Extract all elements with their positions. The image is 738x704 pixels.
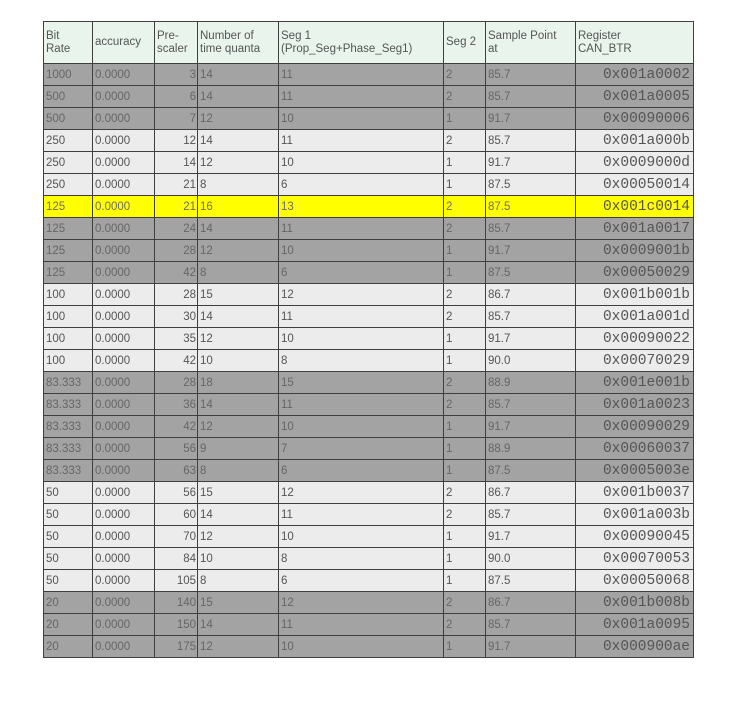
cell-seg2: 2 <box>444 306 486 328</box>
cell-sample-point: 85.7 <box>486 64 576 86</box>
cell-prescaler: 60 <box>155 504 198 526</box>
table-row <box>44 350 694 372</box>
cell-seg2: 1 <box>444 570 486 592</box>
cell-register: 0x000900ae <box>576 636 694 658</box>
cell-sample-point: 86.7 <box>486 592 576 614</box>
cell-seg2: 1 <box>444 240 486 262</box>
cell-register: 0x00050014 <box>576 174 694 196</box>
cell-accuracy: 0.0000 <box>93 548 155 570</box>
cell-time-quanta: 14 <box>198 614 279 636</box>
cell-time-quanta: 16 <box>198 196 279 218</box>
header-row <box>44 22 694 64</box>
cell-prescaler: 7 <box>155 108 198 130</box>
cell-bit-rate: 83.333 <box>44 438 93 460</box>
cell-seg1: 8 <box>279 350 444 372</box>
cell-sample-point: 87.5 <box>486 196 576 218</box>
cell-bit-rate: 125 <box>44 262 93 284</box>
table-row <box>44 86 694 108</box>
cell-bit-rate: 250 <box>44 152 93 174</box>
cell-register: 0x00050068 <box>576 570 694 592</box>
cell-register: 0x001a003b <box>576 504 694 526</box>
cell-time-quanta: 12 <box>198 152 279 174</box>
cell-sample-point: 85.7 <box>486 394 576 416</box>
cell-register: 0x001a0002 <box>576 64 694 86</box>
cell-time-quanta: 14 <box>198 130 279 152</box>
cell-accuracy: 0.0000 <box>93 152 155 174</box>
header-accuracy: accuracy <box>93 22 155 64</box>
cell-accuracy: 0.0000 <box>93 328 155 350</box>
cell-prescaler: 42 <box>155 350 198 372</box>
cell-bit-rate: 50 <box>44 548 93 570</box>
cell-time-quanta: 12 <box>198 240 279 262</box>
cell-bit-rate: 50 <box>44 526 93 548</box>
cell-sample-point: 87.5 <box>486 174 576 196</box>
cell-sample-point: 90.0 <box>486 548 576 570</box>
cell-seg2: 2 <box>444 196 486 218</box>
cell-seg2: 2 <box>444 614 486 636</box>
table-row <box>44 64 694 86</box>
cell-seg1: 10 <box>279 240 444 262</box>
cell-seg1: 6 <box>279 262 444 284</box>
table-row <box>44 570 694 592</box>
cell-register: 0x00070029 <box>576 350 694 372</box>
cell-time-quanta: 14 <box>198 218 279 240</box>
cell-time-quanta: 12 <box>198 328 279 350</box>
cell-seg2: 2 <box>444 86 486 108</box>
table-row <box>44 152 694 174</box>
cell-sample-point: 91.7 <box>486 152 576 174</box>
header-time-quanta: Number of time quanta <box>198 22 279 64</box>
cell-sample-point: 88.9 <box>486 372 576 394</box>
cell-accuracy: 0.0000 <box>93 504 155 526</box>
cell-bit-rate: 50 <box>44 570 93 592</box>
cell-accuracy: 0.0000 <box>93 394 155 416</box>
cell-bit-rate: 83.333 <box>44 372 93 394</box>
table-row <box>44 460 694 482</box>
table-row <box>44 108 694 130</box>
header-prescaler: Pre- scaler <box>155 22 198 64</box>
cell-accuracy: 0.0000 <box>93 416 155 438</box>
cell-time-quanta: 10 <box>198 350 279 372</box>
cell-accuracy: 0.0000 <box>93 108 155 130</box>
cell-accuracy: 0.0000 <box>93 460 155 482</box>
cell-accuracy: 0.0000 <box>93 482 155 504</box>
cell-seg2: 2 <box>444 592 486 614</box>
cell-register: 0x001b001b <box>576 284 694 306</box>
cell-accuracy: 0.0000 <box>93 218 155 240</box>
cell-time-quanta: 9 <box>198 438 279 460</box>
cell-seg1: 8 <box>279 548 444 570</box>
header-sample-point: Sample Point at <box>486 22 576 64</box>
cell-seg2: 1 <box>444 636 486 658</box>
cell-register: 0x001a001d <box>576 306 694 328</box>
cell-sample-point: 87.5 <box>486 570 576 592</box>
table-row <box>44 130 694 152</box>
table-row <box>44 174 694 196</box>
cell-time-quanta: 8 <box>198 460 279 482</box>
cell-prescaler: 21 <box>155 174 198 196</box>
cell-seg1: 12 <box>279 592 444 614</box>
cell-register: 0x001a0005 <box>576 86 694 108</box>
cell-seg2: 2 <box>444 218 486 240</box>
cell-register: 0x0009000d <box>576 152 694 174</box>
cell-time-quanta: 8 <box>198 262 279 284</box>
cell-seg2: 1 <box>444 548 486 570</box>
cell-time-quanta: 15 <box>198 482 279 504</box>
cell-register: 0x001a0017 <box>576 218 694 240</box>
cell-sample-point: 91.7 <box>486 108 576 130</box>
cell-sample-point: 85.7 <box>486 306 576 328</box>
cell-register: 0x001e001b <box>576 372 694 394</box>
cell-seg2: 2 <box>444 130 486 152</box>
table-row <box>44 218 694 240</box>
cell-prescaler: 84 <box>155 548 198 570</box>
cell-bit-rate: 125 <box>44 218 93 240</box>
cell-seg1: 10 <box>279 636 444 658</box>
cell-time-quanta: 8 <box>198 174 279 196</box>
cell-seg2: 2 <box>444 394 486 416</box>
cell-prescaler: 36 <box>155 394 198 416</box>
cell-prescaler: 150 <box>155 614 198 636</box>
cell-prescaler: 105 <box>155 570 198 592</box>
cell-bit-rate: 500 <box>44 86 93 108</box>
cell-seg1: 13 <box>279 196 444 218</box>
cell-seg2: 2 <box>444 284 486 306</box>
cell-seg2: 2 <box>444 504 486 526</box>
cell-prescaler: 140 <box>155 592 198 614</box>
table-row <box>44 548 694 570</box>
cell-accuracy: 0.0000 <box>93 196 155 218</box>
cell-bit-rate: 100 <box>44 328 93 350</box>
cell-prescaler: 42 <box>155 416 198 438</box>
cell-time-quanta: 14 <box>198 394 279 416</box>
table-row <box>44 262 694 284</box>
cell-seg2: 1 <box>444 328 486 350</box>
cell-sample-point: 87.5 <box>486 460 576 482</box>
header-seg1: Seg 1 (Prop_Seg+Phase_Seg1) <box>279 22 444 64</box>
cell-prescaler: 175 <box>155 636 198 658</box>
cell-prescaler: 63 <box>155 460 198 482</box>
cell-prescaler: 3 <box>155 64 198 86</box>
cell-register: 0x001a0095 <box>576 614 694 636</box>
table-row <box>44 240 694 262</box>
cell-register: 0x00090029 <box>576 416 694 438</box>
header-bit-rate: Bit Rate <box>44 22 93 64</box>
cell-time-quanta: 14 <box>198 86 279 108</box>
table-row <box>44 306 694 328</box>
cell-time-quanta: 14 <box>198 504 279 526</box>
cell-sample-point: 85.7 <box>486 86 576 108</box>
cell-time-quanta: 14 <box>198 64 279 86</box>
cell-seg1: 10 <box>279 526 444 548</box>
cell-register: 0x00090022 <box>576 328 694 350</box>
cell-seg1: 11 <box>279 614 444 636</box>
cell-sample-point: 85.7 <box>486 614 576 636</box>
cell-accuracy: 0.0000 <box>93 284 155 306</box>
cell-seg1: 6 <box>279 460 444 482</box>
cell-register: 0x001a000b <box>576 130 694 152</box>
table-row <box>44 438 694 460</box>
cell-bit-rate: 20 <box>44 614 93 636</box>
cell-sample-point: 90.0 <box>486 350 576 372</box>
cell-prescaler: 42 <box>155 262 198 284</box>
cell-time-quanta: 10 <box>198 548 279 570</box>
cell-bit-rate: 50 <box>44 482 93 504</box>
cell-seg2: 1 <box>444 174 486 196</box>
cell-register: 0x0005003e <box>576 460 694 482</box>
cell-register: 0x001c0014 <box>576 196 694 218</box>
cell-sample-point: 88.9 <box>486 438 576 460</box>
cell-prescaler: 56 <box>155 482 198 504</box>
table-row <box>44 372 694 394</box>
table-row <box>44 614 694 636</box>
cell-accuracy: 0.0000 <box>93 130 155 152</box>
cell-seg2: 1 <box>444 460 486 482</box>
cell-seg1: 6 <box>279 570 444 592</box>
cell-prescaler: 24 <box>155 218 198 240</box>
table-row <box>44 328 694 350</box>
table-body <box>44 64 694 658</box>
cell-seg2: 2 <box>444 372 486 394</box>
cell-time-quanta: 12 <box>198 108 279 130</box>
cell-prescaler: 28 <box>155 284 198 306</box>
cell-seg1: 11 <box>279 306 444 328</box>
table-row <box>44 526 694 548</box>
cell-seg1: 11 <box>279 218 444 240</box>
cell-register: 0x001b0037 <box>576 482 694 504</box>
cell-bit-rate: 125 <box>44 240 93 262</box>
cell-prescaler: 6 <box>155 86 198 108</box>
cell-bit-rate: 1000 <box>44 64 93 86</box>
table-row <box>44 636 694 658</box>
cell-register: 0x00060037 <box>576 438 694 460</box>
cell-seg1: 6 <box>279 174 444 196</box>
cell-seg2: 2 <box>444 482 486 504</box>
cell-accuracy: 0.0000 <box>93 64 155 86</box>
cell-prescaler: 28 <box>155 240 198 262</box>
cell-sample-point: 87.5 <box>486 262 576 284</box>
cell-register: 0x00070053 <box>576 548 694 570</box>
cell-prescaler: 35 <box>155 328 198 350</box>
cell-bit-rate: 250 <box>44 174 93 196</box>
cell-seg1: 10 <box>279 328 444 350</box>
cell-seg2: 1 <box>444 262 486 284</box>
cell-sample-point: 91.7 <box>486 240 576 262</box>
cell-prescaler: 30 <box>155 306 198 328</box>
cell-prescaler: 21 <box>155 196 198 218</box>
cell-register: 0x001a0023 <box>576 394 694 416</box>
cell-sample-point: 86.7 <box>486 482 576 504</box>
cell-sample-point: 91.7 <box>486 526 576 548</box>
cell-bit-rate: 83.333 <box>44 416 93 438</box>
cell-time-quanta: 8 <box>198 570 279 592</box>
cell-bit-rate: 100 <box>44 306 93 328</box>
cell-seg2: 1 <box>444 152 486 174</box>
table-row <box>44 394 694 416</box>
table-row <box>44 284 694 306</box>
cell-bit-rate: 20 <box>44 636 93 658</box>
cell-register: 0x0009001b <box>576 240 694 262</box>
cell-time-quanta: 15 <box>198 284 279 306</box>
cell-seg1: 10 <box>279 152 444 174</box>
cell-bit-rate: 125 <box>44 196 93 218</box>
cell-prescaler: 12 <box>155 130 198 152</box>
cell-seg1: 11 <box>279 504 444 526</box>
cell-register: 0x001b008b <box>576 592 694 614</box>
cell-seg1: 15 <box>279 372 444 394</box>
table-row <box>44 592 694 614</box>
cell-time-quanta: 12 <box>198 526 279 548</box>
header-register: Register CAN_BTR <box>576 22 694 64</box>
cell-bit-rate: 100 <box>44 350 93 372</box>
cell-seg2: 1 <box>444 108 486 130</box>
cell-seg1: 11 <box>279 64 444 86</box>
cell-time-quanta: 12 <box>198 636 279 658</box>
cell-sample-point: 85.7 <box>486 504 576 526</box>
cell-seg1: 7 <box>279 438 444 460</box>
cell-seg1: 11 <box>279 86 444 108</box>
cell-register: 0x00050029 <box>576 262 694 284</box>
cell-time-quanta: 12 <box>198 416 279 438</box>
cell-register: 0x00090045 <box>576 526 694 548</box>
cell-sample-point: 91.7 <box>486 416 576 438</box>
cell-bit-rate: 83.333 <box>44 394 93 416</box>
cell-accuracy: 0.0000 <box>93 262 155 284</box>
cell-seg1: 10 <box>279 416 444 438</box>
cell-sample-point: 91.7 <box>486 328 576 350</box>
cell-seg1: 11 <box>279 130 444 152</box>
cell-sample-point: 91.7 <box>486 636 576 658</box>
cell-sample-point: 85.7 <box>486 130 576 152</box>
cell-bit-rate: 83.333 <box>44 460 93 482</box>
cell-prescaler: 70 <box>155 526 198 548</box>
cell-seg2: 1 <box>444 526 486 548</box>
cell-seg1: 11 <box>279 394 444 416</box>
cell-accuracy: 0.0000 <box>93 636 155 658</box>
cell-accuracy: 0.0000 <box>93 614 155 636</box>
cell-bit-rate: 100 <box>44 284 93 306</box>
cell-accuracy: 0.0000 <box>93 174 155 196</box>
table-row <box>44 504 694 526</box>
cell-accuracy: 0.0000 <box>93 306 155 328</box>
cell-accuracy: 0.0000 <box>93 86 155 108</box>
cell-accuracy: 0.0000 <box>93 240 155 262</box>
cell-accuracy: 0.0000 <box>93 570 155 592</box>
cell-seg1: 10 <box>279 108 444 130</box>
cell-time-quanta: 18 <box>198 372 279 394</box>
cell-seg2: 1 <box>444 438 486 460</box>
cell-bit-rate: 500 <box>44 108 93 130</box>
cell-accuracy: 0.0000 <box>93 372 155 394</box>
cell-register: 0x00090006 <box>576 108 694 130</box>
cell-seg2: 1 <box>444 350 486 372</box>
cell-accuracy: 0.0000 <box>93 438 155 460</box>
cell-sample-point: 85.7 <box>486 218 576 240</box>
cell-time-quanta: 15 <box>198 592 279 614</box>
table-row <box>44 482 694 504</box>
can-bit-timing-table <box>43 21 694 658</box>
header-seg2: Seg 2 <box>444 22 486 64</box>
cell-prescaler: 28 <box>155 372 198 394</box>
cell-seg1: 12 <box>279 482 444 504</box>
cell-accuracy: 0.0000 <box>93 592 155 614</box>
cell-prescaler: 14 <box>155 152 198 174</box>
cell-sample-point: 86.7 <box>486 284 576 306</box>
cell-accuracy: 0.0000 <box>93 526 155 548</box>
table-row <box>44 416 694 438</box>
cell-time-quanta: 14 <box>198 306 279 328</box>
cell-seg2: 2 <box>444 64 486 86</box>
table-row <box>44 196 694 218</box>
cell-bit-rate: 250 <box>44 130 93 152</box>
cell-bit-rate: 20 <box>44 592 93 614</box>
cell-seg1: 12 <box>279 284 444 306</box>
cell-prescaler: 56 <box>155 438 198 460</box>
cell-bit-rate: 50 <box>44 504 93 526</box>
cell-seg2: 1 <box>444 416 486 438</box>
cell-accuracy: 0.0000 <box>93 350 155 372</box>
